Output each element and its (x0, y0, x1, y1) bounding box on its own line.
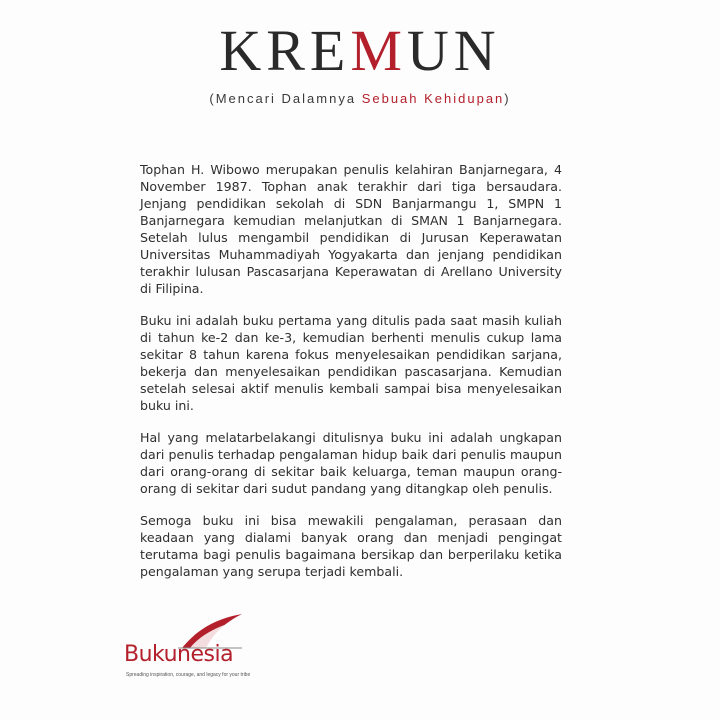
book-title (0, 18, 720, 83)
paragraph-book-history: Buku ini adalah buku pertama yang ditulis pada saat masih kuliah di tahun ke-2 dan ke-3, kemudian berhenti menulis cukup lama sekitar 8 tahun karena fokus menyelesaikan pendidikan sarjana, bekerja dan menyelesaikan pendidikan pascasarjana. Kemudian setelah selesai aktif menulis kembali sampai bisa menyelesaikan buku ini. (140, 313, 562, 413)
subtitle-part1: (Mencari Dalamnya (209, 91, 362, 106)
paragraph-author-bio: Tophan H. Wibowo merupakan penulis kelahiran Banjarnegara, 4 November 1987. Tophan anak terakhir dari tiga bersaudara. Jenjang pendidikan sekolah di SDN Banjarmangu 1, SMPN 1 Banjarnegara kemudian melanjutkan di SMAN 1 Banjarnegara. Setelah lulus mengambil pendidikan di Jurusan Keperawatan Universitas Muhammadiyah Yogyakarta dan jenjang pendidikan terakhir lulusan Pascasarjana Keperawatan di Arellano University di Filipina. (140, 162, 562, 296)
subtitle-accent: Sebuah Kehidupan (361, 91, 505, 106)
title-part1: KRE (219, 18, 351, 83)
paragraph-hope: Semoga buku ini bisa mewakili pengalaman, perasaan dan keadaan yang dialami banyak orang dan menjadi pengingat terutama bagi penulis bagaimana bersikap dan berperilaku ketika pengalaman yang serupa terjadi kembali. (140, 513, 562, 579)
book-subtitle (0, 91, 720, 106)
title-accent-letter: M (350, 18, 407, 83)
paragraph-background: Hal yang melatarbelakangi ditulisnya buku ini adalah ungkapan dari penulis terhadap pengalaman hidup baik dari penulis maupun dari orang-orang di sekitar baik keluarga, teman maupun orang-orang di sekitar dari sudut pandang yang ditangkap oleh penulis. (140, 430, 562, 496)
author-blurb (140, 161, 562, 595)
subtitle-part2: ) (504, 91, 511, 106)
title-part2: UN (406, 18, 501, 83)
publisher-logo (114, 610, 284, 690)
publisher-tagline: Spreading inspiration, courage, and legacy for your tribe (126, 672, 251, 678)
publisher-name: Bukunesia (124, 642, 234, 667)
